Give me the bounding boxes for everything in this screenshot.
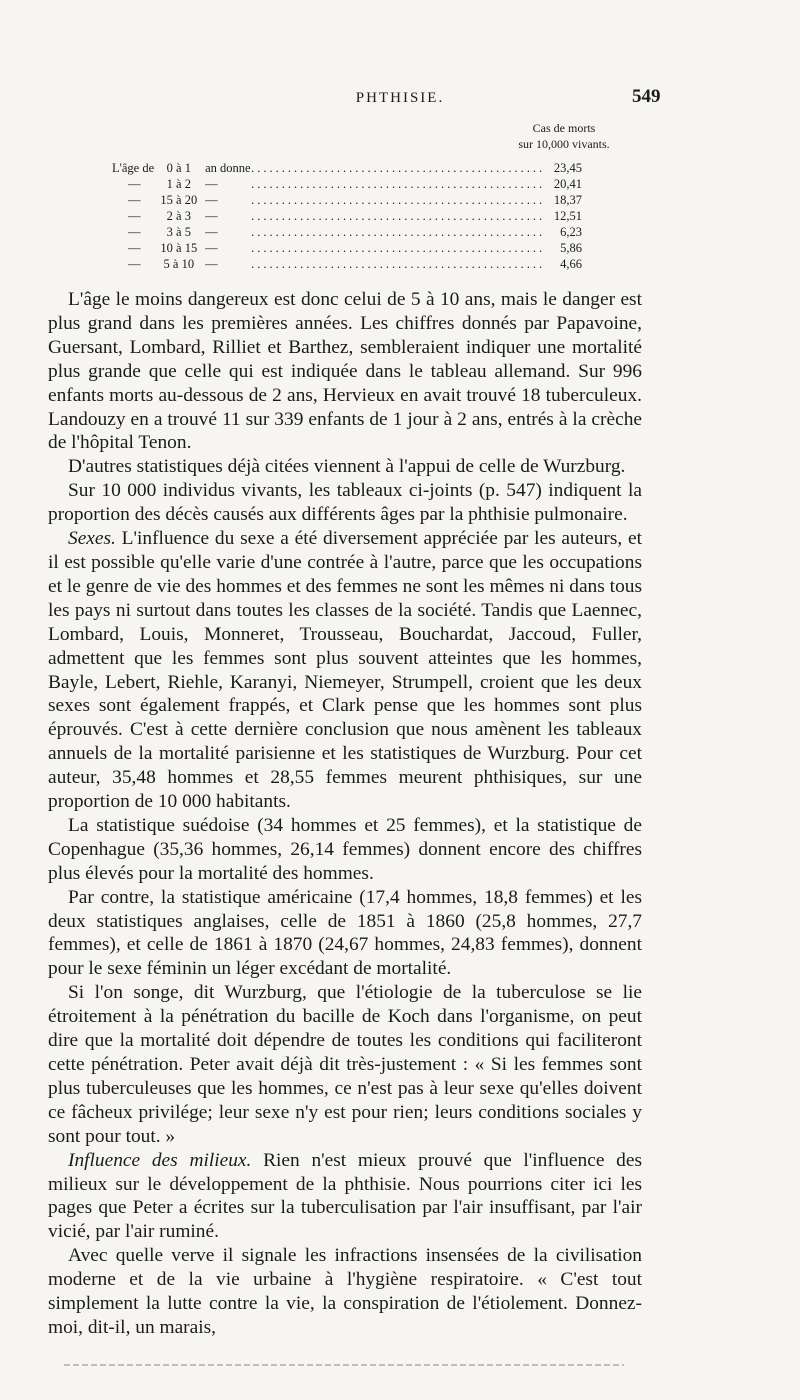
table-row bbox=[112, 208, 582, 224]
paragraph-text: Rien n'est mieux prouvé que l'influence des milieux sur le développement de la phthisie. Nous pourrions citer ici les pages que Peter a écrites sur la tuberculisation par l'air insuffisant, par l'air vicié, par l'air ruminé. bbox=[48, 1149, 642, 1243]
row-unit: an donne bbox=[205, 161, 251, 175]
body-text bbox=[48, 288, 642, 1340]
age-mortality-table bbox=[112, 160, 582, 272]
row-unit: — bbox=[205, 177, 218, 191]
paragraph: Avec quelle verve il signale les infractions insensées de la civilisation moderne et de la vie urbaine à l'hygiène respiratoire. « C'est tout simplement la lutte contre la vie, la conspiration de l'étiolement. Donnez-moi, dit-il, un marais, bbox=[48, 1245, 642, 1338]
paragraph-text: L'influence du sexe a été diversement appréciée par les auteurs, et il est possible qu'elle varie d'une contrée à l'autre, parce que les occupations et le genre de vie des hommes et des femmes ne sont les mêmes ni dans tous les pays ni surtout dans toutes les classes de la société. Tandis que Laennec, Lombard, Louis, Monneret, Trousseau, Bouchardat, Jaccoud, Fuller, admettent que les femmes sont plus souvent atteintes que les hommes, Bayle, Lebert, Riehle, Karanyi, Niemeyer, Strumpell, croient que les deux sexes sont également frappés, et Clark pense que les hommes sont plus éprouvés. C'est à cette dernière conclusion que nous amènent les tableaux annuels de la mortalité parisienne et les statistiques de Wurzburg. Pour cet auteur, 35,48 hommes et 28,55 femmes meurent phthisiques, sur une proportion de 10 000 habitants. bbox=[48, 528, 642, 813]
page-number: 549 bbox=[632, 86, 661, 107]
table-row bbox=[112, 224, 582, 240]
table-row bbox=[112, 160, 582, 176]
row-value: 4,66 bbox=[560, 257, 582, 271]
row-unit: — bbox=[205, 225, 218, 239]
row-value: 20,41 bbox=[553, 177, 582, 191]
dot-leader: ................................................ bbox=[251, 257, 546, 271]
paragraph: Par contre, la statistique américaine (17,4 hommes, 18,8 femmes) et les deux statistiques anglaises, celle de 1851 à 1860 (25,8 hommes, 27,7 femmes), et celle de 1861 à 1870 (24,67 hommes, 24,83 femmes), donnent pour le sexe féminin un léger excédant de mortalité. bbox=[48, 886, 642, 980]
row-range: 2 à 3 bbox=[166, 209, 191, 223]
table-row bbox=[112, 176, 582, 192]
scan-artifact-line bbox=[64, 1364, 624, 1366]
row-range: 1 à 2 bbox=[166, 177, 191, 191]
dot-leader: ................................................ bbox=[251, 161, 546, 175]
paragraph: L'âge le moins dangereux est donc celui de 5 à 10 ans, mais le danger est plus grand dans les premières années. Les chiffres donnés par Papavoine, Guersant, Lombard, Rilliet et Barthez, sembleraient indiquer une mortalité plus grande que celle qui est indiquée dans le tableau allemand. Sur 996 enfants morts au-dessous de 2 ans, Hervieux en avait trouvé 18 tuberculeux. Landouzy en a trouvé 11 sur 339 enfants de 1 jour à 2 ans, entrés à la crèche de l'hôpital Tenon. bbox=[48, 289, 642, 454]
row-range: 3 à 5 bbox=[166, 225, 191, 239]
row-prefix: L'âge de bbox=[112, 161, 155, 175]
row-prefix: — bbox=[128, 209, 141, 223]
row-unit: — bbox=[205, 241, 218, 255]
row-value: 23,45 bbox=[553, 161, 582, 175]
row-prefix: — bbox=[128, 177, 141, 191]
dot-leader: ................................................ bbox=[251, 241, 546, 255]
dot-leader: ................................................ bbox=[251, 225, 546, 239]
dot-leader: ................................................ bbox=[251, 177, 546, 191]
row-range: 15 à 20 bbox=[160, 193, 198, 207]
dot-leader: ................................................ bbox=[251, 209, 546, 223]
section-label-sexes: Sexes. bbox=[68, 528, 116, 550]
row-unit: — bbox=[205, 193, 218, 207]
table-row bbox=[112, 240, 582, 256]
table-row bbox=[112, 256, 582, 272]
row-range: 5 à 10 bbox=[163, 257, 195, 271]
row-range: 0 à 1 bbox=[166, 161, 191, 175]
row-prefix: — bbox=[128, 257, 141, 271]
row-unit: — bbox=[205, 209, 218, 223]
paragraph: Sur 10 000 individus vivants, les tableaux ci-joints (p. 547) indiquent la proportion des décès causés aux différents âges par la phthisie pulmonaire. bbox=[48, 480, 642, 526]
column-header-line-1: Cas de morts bbox=[532, 121, 596, 135]
row-prefix: — bbox=[128, 225, 141, 239]
column-header-line-2: sur 10,000 vivants. bbox=[518, 137, 610, 151]
row-value: 12,51 bbox=[553, 209, 582, 223]
row-value: 5,86 bbox=[560, 241, 582, 255]
row-range: 10 à 15 bbox=[160, 241, 198, 255]
paragraph: La statistique suédoise (34 hommes et 25 femmes), et la statistique de Copenhague (35,36 hommes, 26,14 femmes) donnent encore des chiffres plus élevés pour la mortalité des hommes. bbox=[48, 814, 642, 884]
row-unit: — bbox=[205, 257, 218, 271]
paragraph-sexes bbox=[48, 527, 642, 814]
row-value: 18,37 bbox=[553, 193, 582, 207]
table-column-header bbox=[494, 120, 634, 152]
dot-leader: ................................................ bbox=[251, 193, 546, 207]
paragraph: D'autres statistiques déjà citées viennent à l'appui de celle de Wurzburg. bbox=[68, 456, 626, 478]
paragraph: Si l'on songe, dit Wurzburg, que l'étiologie de la tuberculose se lie étroitement à la pénétration du bacille de Koch dans l'organisme, on peut dire que la mortalité doit dépendre de toutes les conditions qui faciliteront cette pénétration. Peter avait déjà dit très-justement : « Si les femmes sont plus tuberculeuses que les hommes, ce n'est pas à leur sexe qu'elles doivent ce fâcheux privilége; leur sexe n'y est pour rien; leurs conditions sociales y sont pour tout. » bbox=[48, 982, 642, 1147]
row-value: 6,23 bbox=[560, 225, 582, 239]
section-label-milieux: Influence des milieux. bbox=[68, 1149, 252, 1171]
table-row bbox=[112, 192, 582, 208]
row-prefix: — bbox=[128, 241, 141, 255]
paragraph-milieux bbox=[48, 1149, 642, 1245]
row-prefix: — bbox=[128, 193, 141, 207]
running-title: PHTHISIE. bbox=[355, 90, 445, 106]
